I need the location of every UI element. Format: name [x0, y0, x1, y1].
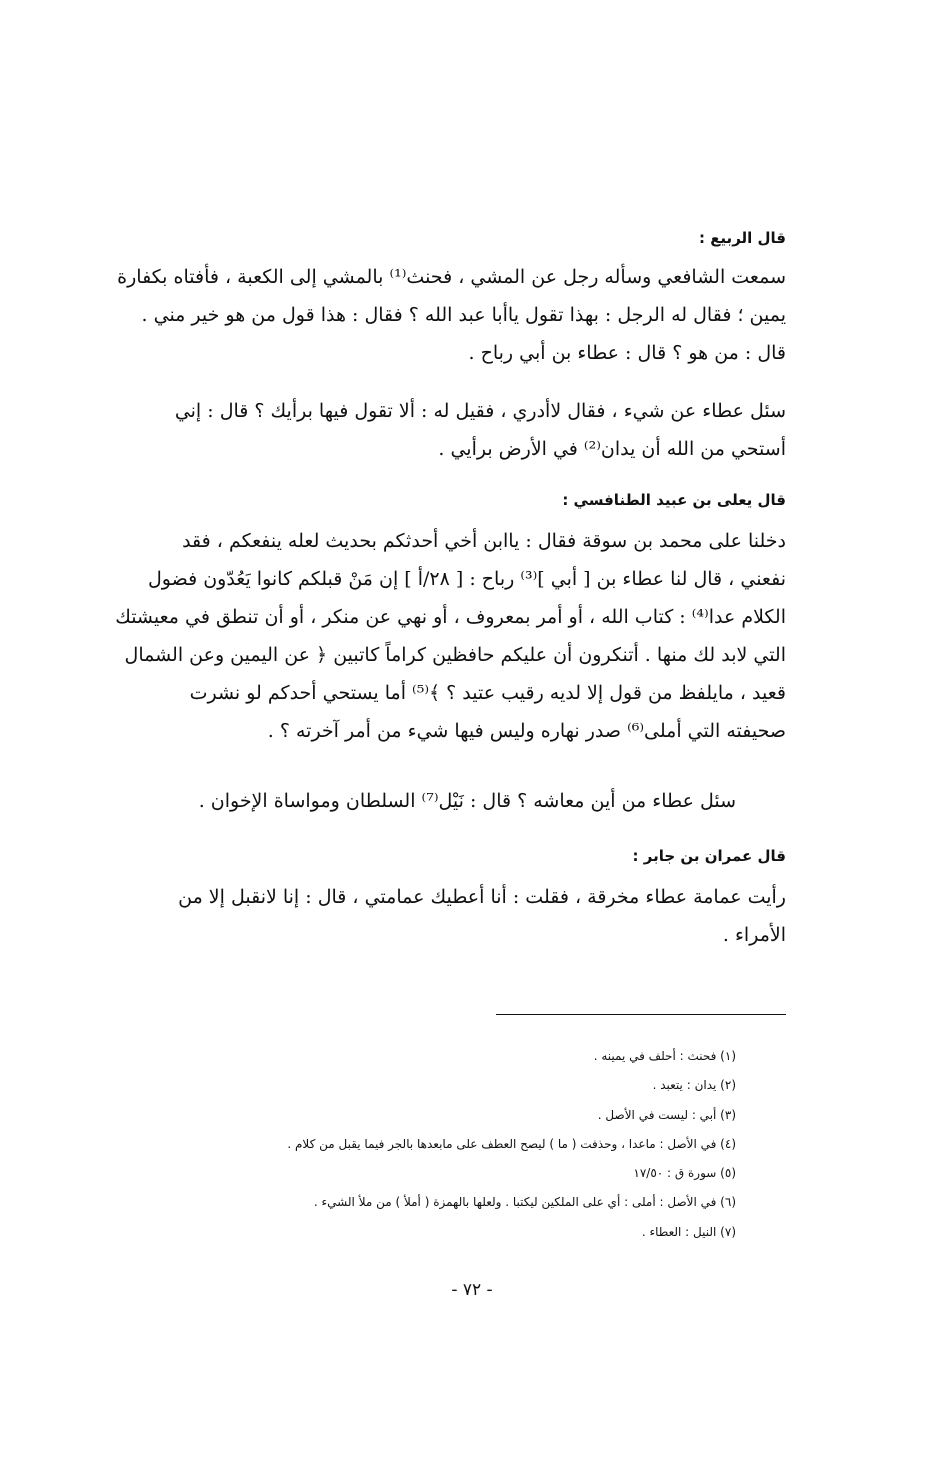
text-line: رأيت عمامة عطاء مخرقة ، فقلت : أنا أعطيك عمامتي ، قال : إنا لانقبل إلا من: [178, 886, 786, 908]
section-heading-imran: قال عمران بن جابر :: [632, 847, 786, 865]
page-number: - ٧٢ -: [451, 1280, 493, 1300]
text-line: سمعت الشافعي وسأله رجل عن المشي ، فحنث⁽¹⁾ بالمشي إلى الكعبة ، فأفتاه بكفارة: [117, 266, 786, 288]
text-line: الأمراء .: [722, 924, 786, 946]
footnote-3: (٣) أبي : ليست في الأصل .: [597, 1107, 736, 1122]
paragraph-muhammad-bin-suqa: [104, 522, 786, 750]
footnote-separator: [496, 1014, 786, 1015]
footnote-7: (٧) النيل : العطاء .: [641, 1224, 736, 1239]
footnote-5: (٥) سورة ق : ١٧/٥٠: [633, 1166, 736, 1181]
footnote-6: (٦) في الأصل : أملى : أي على الملكين ليكتبا . ولعلها بالهمزة ( أملأ ) من ملأ الشيء .: [313, 1195, 736, 1210]
paragraph-ata-livelihood: [104, 782, 786, 820]
text-line: دخلنا على محمد بن سوقة فقال : ياابن أخي أحدثكم بحديث لعله ينفعكم ، فقد: [182, 530, 786, 552]
text-line: سئل عطاء عن شيء ، فقال لاأدري ، فقيل له : ألا تقول فيها برأيك ؟ قال : إني: [174, 400, 786, 422]
section-heading-yala: قال يعلى بن عبيد الطنافسي :: [562, 491, 786, 509]
text-line: قعيد ، مايلفظ من قول إلا لديه رقيب عتيد ؟ ﴾⁽⁵⁾ أما يستحي أحدكم لو نشرت: [189, 682, 786, 704]
text-line: التي لابد لك منها . أتنكرون أن عليكم حافظين كراماً كاتبين ﴿ عن اليمين وعن الشمال: [124, 644, 786, 666]
text-line: سئل عطاء من أين معاشه ؟ قال : نَيْل⁽⁷⁾ السلطان ومواساة الإخوان .: [198, 790, 736, 812]
text-line: نفعني ، قال لنا عطاء بن [ أبي ]⁽³⁾ رباح : [ ٢٨/أ ] إن مَنْ قبلكم كانوا يَعُدّون فضول: [147, 568, 786, 590]
footnote-2: (٢) يدان : يتعبد .: [652, 1078, 736, 1093]
paragraph-ata-turban: [104, 878, 786, 954]
section-heading-rabi: قال الربيع :: [698, 229, 786, 247]
text-line: أستحي من الله أن يدان⁽²⁾ في الأرض برأيي .: [438, 438, 786, 460]
footnote-4: (٤) في الأصل : ماعدا ، وحذفت ( ما ) ليصح العطف على مابعدها بالجر فيما يقبل من كلام .: [287, 1136, 736, 1151]
text-line: قال : من هو ؟ قال : عطاء بن أبي رباح .: [468, 342, 786, 364]
text-line: يمين ؛ فقال له الرجل : بهذا تقول ياأبا عبد الله ؟ فقال : هذا قول من هو خير مني .: [141, 304, 786, 326]
footnotes: [104, 1042, 736, 1247]
text-line: الكلام عدا⁽⁴⁾ : كتاب الله ، أو أمر بمعروف ، أو نهي عن منكر ، أو أن تنطق في معيشتك: [115, 606, 786, 628]
footnote-1: (١) فحنث : أحلف في يمينه .: [593, 1049, 736, 1063]
text-line: صحيفته التي أملى⁽⁶⁾ صدر نهاره وليس فيها شيء من أمر آخرته ؟ .: [267, 720, 786, 742]
paragraph-ata-opinion: [104, 392, 786, 468]
paragraph-shafii-story: [104, 258, 786, 372]
